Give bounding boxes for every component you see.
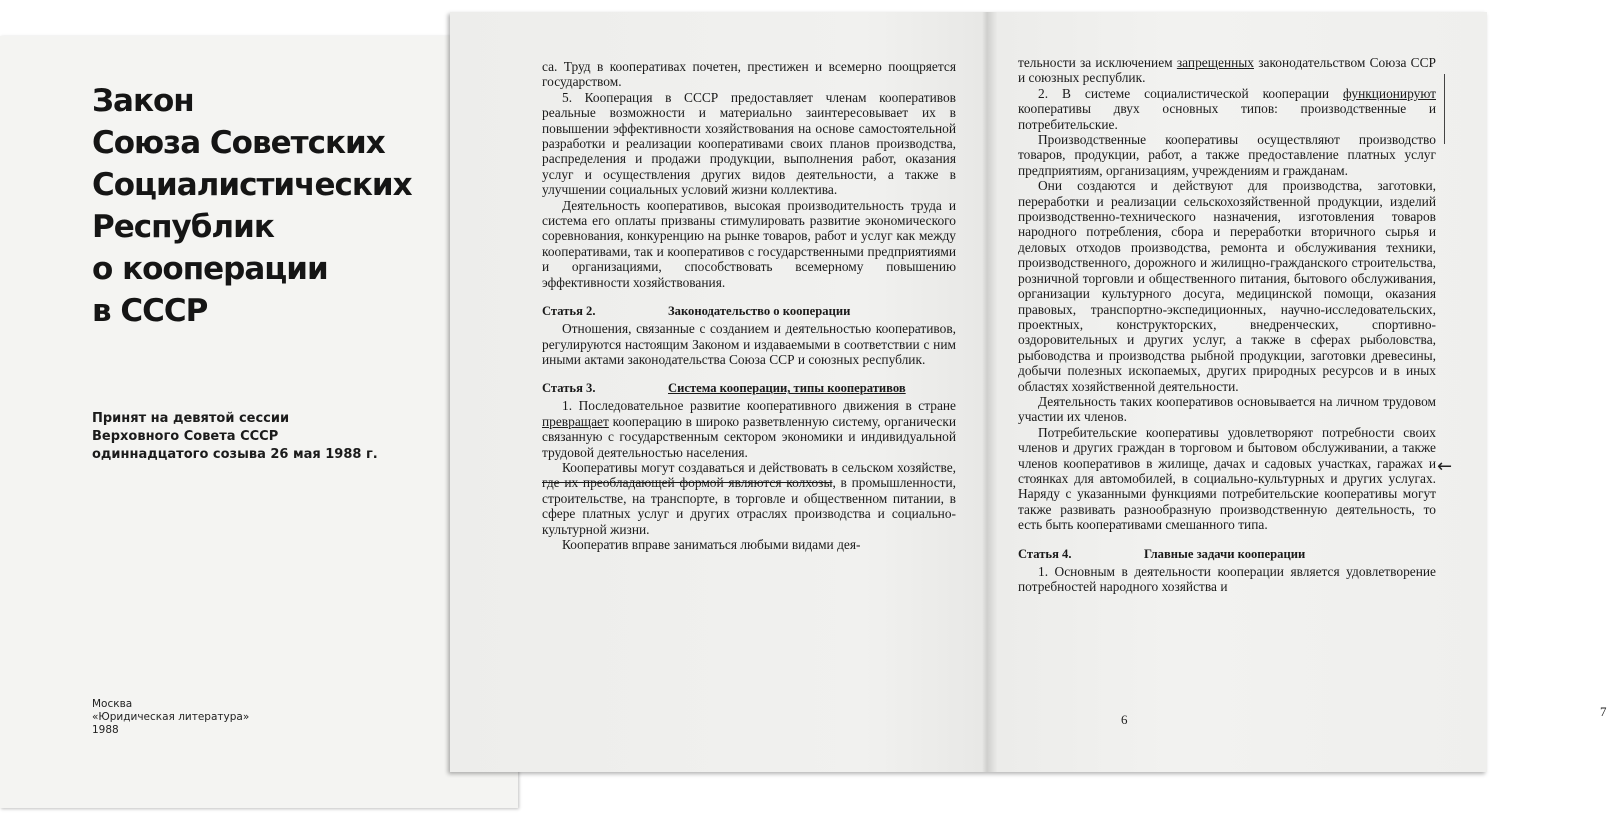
title-line: о кооперации — [92, 251, 328, 287]
title-line: Социалистических — [92, 167, 412, 203]
paragraph: 5. Кооперация в СССР предоставляет членам кооперативов реальные возможности и материально заинтересовывает их в повышении эффективности хозяйствования на основе самостоятельной разработки и реализации кооперативами своих планов производства, распределения и продажи продукции, выполнения работ, оказания услуг и осуществления других видов деятельности, а также в улучшении социальных условий жизни коллектива. — [542, 89, 956, 198]
article-2-heading — [542, 304, 956, 319]
article-title: Система кооперации, типы кооперативов — [668, 381, 906, 396]
text-run: кооперацию в широко разветвленную систему, органически связанную с государственным сектором экономики и индивидуальной трудовой деятельностью населения. — [542, 413, 956, 460]
paragraph: са. Труд в кооперативах почетен, престижен и всемерно поощряется государством. — [542, 59, 956, 90]
page-7-text — [1018, 55, 1436, 594]
paragraph: 1. Основным в деятельности кооперации является удовлетворение потребностей народного хозяйства и — [1018, 563, 1436, 594]
title-line: Союза Советских — [92, 125, 385, 161]
text-run: , в промышленности, строительстве, на транспорте, в торговле и общественном питании, в сфере платных услуг и других отраслях производства и социально-культурной жизни. — [542, 475, 956, 537]
text-run: 2. В системе социалистической кооперации — [1038, 85, 1344, 101]
article-number: Статья 4. — [1018, 546, 1072, 561]
article-title: Законодательство о кооперации — [668, 304, 851, 319]
underlined-word: запрещенных — [1176, 55, 1254, 70]
paragraph: Кооператив вправе заниматься любыми видами дея- — [562, 536, 861, 552]
article-3-heading — [542, 381, 956, 396]
paragraph: Деятельность таких кооперативов основывается на личном трудовом участии их членов. — [1018, 393, 1436, 425]
imprint-publisher: «Юридическая литература» — [92, 711, 250, 723]
paragraph: Они создаются и действуют для производства, заготовки, переработки и реализации сельскохозяйственной продукции, изделий производственно-технического назначения, изготовления товаров народного потребления, сбора и переработки вторичного сырья и деловых отходов производства, ремонта и обслуживания техники, производственного, дорожного и жилищно-гражданского строительства, розничной торговли и общественного питания, бытового обслуживания, организации культурного досуга, медицинской помощи, оказания правовых, транспортно-экспедиционных, научно-исследовательских, проектных, конструкторских, внедренческих, спортивно-оздоровительных и других услуг, а также в сферах рыболовства, рыбоводства и производства рыбной продукции, заготовки древесины, добычи полезных ископаемых, других природных ресурсов и в иных областях хозяйственной деятельности. — [1018, 178, 1436, 394]
paragraph: Деятельность кооперативов, высокая производительность труда и система его оплаты призваны стимулировать развитие экономического соревнования, конкуренцию на рынке товаров, работ и услуг как между кооперативами, так и кооперативов с государственными предприятиями и организациями, способствовать всемерному повышению эффективности хозяйствования. — [542, 197, 956, 290]
article-number: Статья 3. — [542, 381, 596, 396]
text-run: законодательством Союза ССР и союзных республик. — [1018, 55, 1436, 86]
page-number: 7 — [1600, 704, 1607, 719]
imprint-city: Москва — [92, 698, 133, 710]
page-number: 6 — [1121, 712, 1128, 727]
text-run: Кооперативы могут создаваться и действовать в сельском хозяйстве, — [562, 459, 956, 475]
underlined-word: функционируют — [1343, 85, 1436, 101]
title-page — [0, 36, 518, 808]
paragraph — [542, 398, 956, 460]
margin-arrow-mark: ← — [1437, 456, 1453, 477]
title-line: Республик — [92, 209, 274, 245]
paragraph: Производственные кооперативы осуществляют производство товаров, продукции, работ, а также предоставление платных услуг предприятиям, организациям, учреждениям и гражданам. — [1018, 132, 1436, 178]
underlined-word: превращает — [542, 413, 609, 429]
paragraph: Отношения, связанные с созданием и деятельностью кооперативов, регулируются настоящим Законом и издаваемыми в соответствии с ним иными актами законодательства Союза ССР и союзных республик. — [542, 321, 956, 367]
book-spread — [450, 12, 1607, 772]
law-title — [92, 80, 412, 332]
paragraph — [1018, 55, 1436, 86]
title-line: Закон — [92, 83, 194, 119]
imprint-year: 1988 — [92, 724, 119, 736]
article-number: Статья 2. — [542, 304, 596, 319]
margin-bracket-mark — [1438, 74, 1445, 144]
adoption-line: Принят на девятой сессии — [92, 411, 290, 426]
paragraph — [1018, 86, 1436, 132]
publisher-imprint — [92, 698, 249, 737]
article-4-heading — [1018, 547, 1436, 562]
text-run: 1. Последовательное развитие кооперативного движения в стране — [562, 398, 956, 414]
adoption-note — [92, 410, 378, 464]
struck-text: где их преобладающей формой являются колхозы — [542, 475, 833, 491]
article-title: Главные задачи кооперации — [1144, 546, 1306, 561]
adoption-line: Верховного Совета СССР — [92, 429, 279, 444]
adoption-line: одиннадцатого созыва 26 мая 1988 г. — [92, 447, 378, 462]
title-line: в СССР — [92, 293, 208, 329]
paragraph: Потребительские кооперативы удовлетворяют потребности своих членов и других граждан в торговом и бытовом обслуживании, а также членов кооперативов в жилище, дачах и садовых участках, гаражах и стоянках для автомобилей, в социально-культурных и других услугах. Наряду с указанными функциями потребительские кооперативы могут также развивать разнообразную производственную деятельность, то есть быть кооперативами смешанного типа. — [1018, 424, 1436, 533]
text-run: тельности за исключением — [1018, 55, 1177, 70]
paragraph — [542, 460, 956, 537]
page-6-text — [542, 59, 956, 552]
text-run: кооперативы двух основных типов: производственные и потребительские. — [1018, 101, 1436, 132]
